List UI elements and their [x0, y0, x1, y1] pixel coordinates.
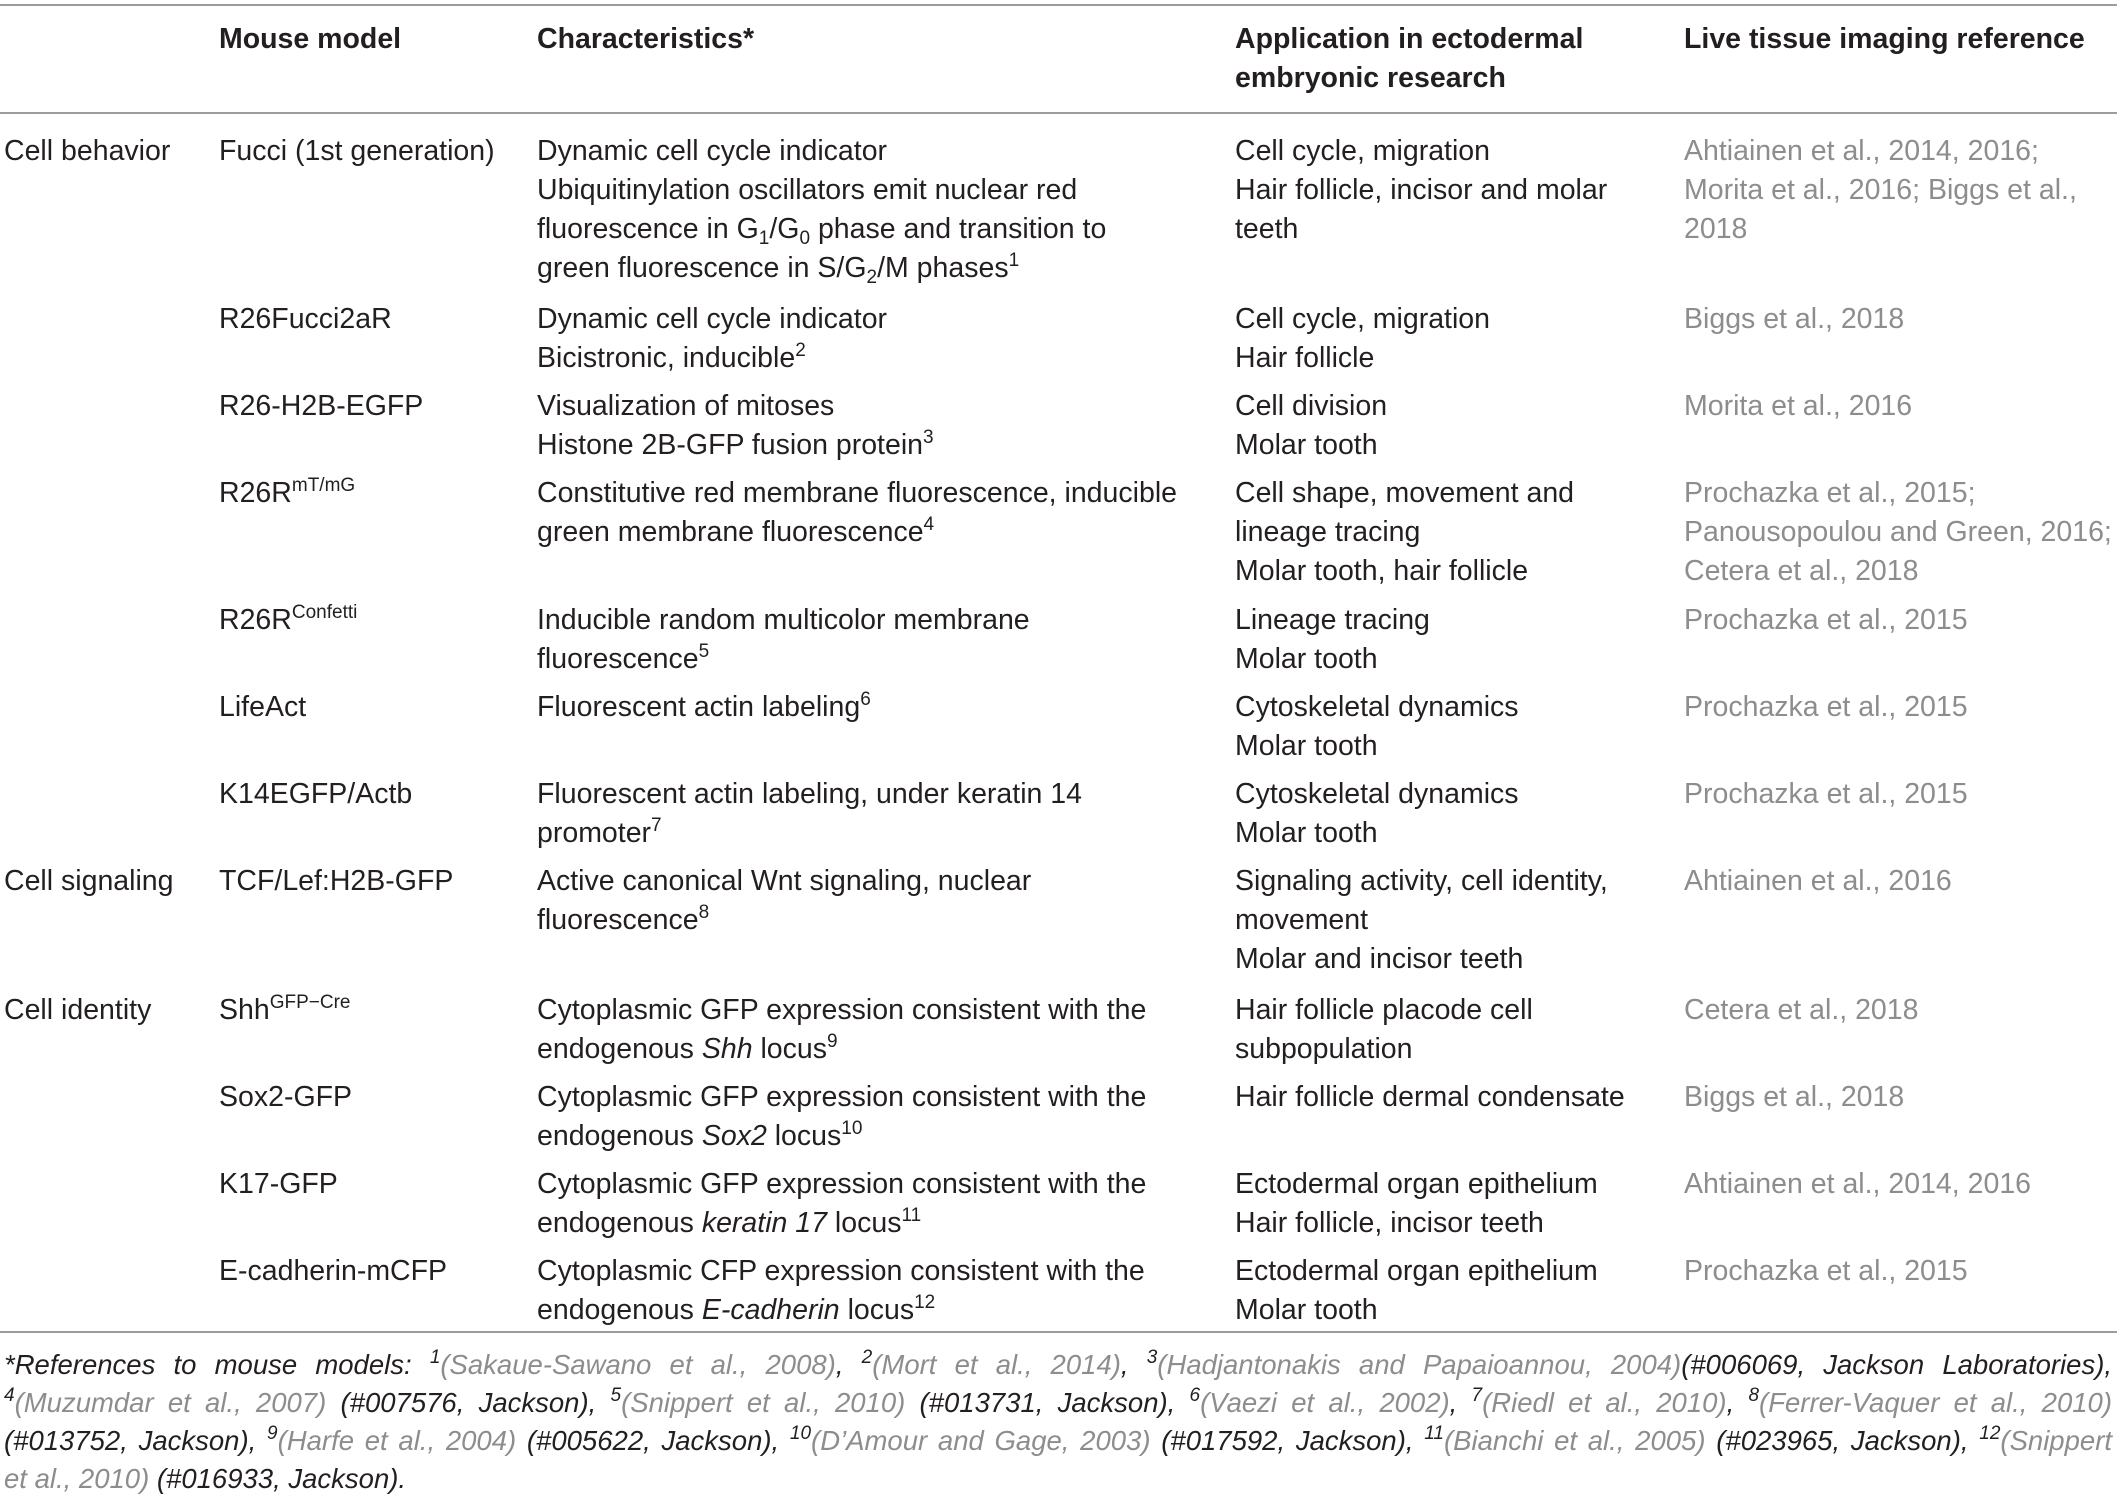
text-run: Shh	[701, 1033, 753, 1065]
script-text: 6	[1189, 1385, 1201, 1406]
reference-link[interactable]: Biggs et al., 2018	[1684, 303, 1905, 335]
header-characteristics: Characteristics*	[537, 23, 755, 55]
script-text: GFP−Cre	[269, 992, 351, 1013]
characteristics-line	[537, 1291, 1145, 1330]
characteristics-line	[537, 1030, 1146, 1069]
application-line: Cell division	[1235, 390, 1388, 422]
characteristics-line	[537, 814, 1082, 853]
characteristics-cell	[537, 601, 1030, 679]
script-text: 5	[698, 641, 710, 662]
text-run: endogenous	[537, 1120, 702, 1152]
script-text: 1	[429, 1347, 441, 1368]
application-line: Cell shape, movement and	[1235, 477, 1575, 509]
footnote-line	[4, 1460, 2112, 1498]
reference-link[interactable]: Ahtiainen et al., 2016	[1684, 865, 1952, 897]
application-line: subpopulation	[1235, 1033, 1413, 1065]
reference-link[interactable]: Ahtiainen et al., 2014, 2016	[1684, 1168, 2032, 1200]
characteristics-line	[537, 991, 1146, 1030]
text-run: locus	[839, 1294, 915, 1326]
application-cell	[1235, 688, 1519, 766]
application-cell	[1235, 991, 1533, 1069]
text-run: Cytoplasmic GFP expression consistent with the	[537, 1168, 1147, 1200]
application-line: Molar tooth	[1235, 730, 1378, 762]
text-run: promoter	[537, 817, 652, 849]
mouse-model-cell	[219, 1078, 352, 1117]
reference-link[interactable]: Biggs et al., 2018	[1684, 1081, 1905, 1113]
header-reference: Live tissue imaging reference	[1684, 23, 2085, 55]
text-run: Fucci (1st generation)	[219, 135, 495, 167]
text-run: fluorescence	[537, 904, 699, 936]
text-run: TCF/Lef:H2B-GFP	[219, 865, 454, 897]
reference-cell	[1684, 387, 1912, 426]
characteristics-line	[537, 132, 1106, 171]
characteristics-cell	[537, 688, 871, 727]
script-text: 11	[901, 1205, 922, 1226]
application-line: Molar tooth	[1235, 1294, 1378, 1326]
script-text: 3	[923, 427, 934, 448]
application-cell	[1235, 1252, 1598, 1330]
text-run: Histone 2B-GFP fusion protein	[537, 429, 924, 461]
characteristics-line	[537, 640, 1030, 679]
text-run: /G	[769, 213, 800, 245]
characteristics-line	[537, 688, 871, 727]
script-text: 12	[1979, 1423, 2001, 1444]
citation-link[interactable]: (Riedl et al., 2010)	[1482, 1387, 1727, 1418]
text-run: phase and transition to	[810, 213, 1107, 245]
application-cell	[1235, 387, 1387, 465]
application-cell	[1235, 1078, 1625, 1117]
characteristics-line	[537, 862, 1031, 901]
characteristics-line	[537, 1252, 1145, 1291]
footnote-line	[4, 1346, 2112, 1384]
text-run: (#013752, Jackson),	[4, 1425, 268, 1456]
reference-cell	[1684, 132, 2077, 249]
characteristics-cell	[537, 1078, 1146, 1156]
application-cell	[1235, 862, 1608, 979]
application-line: Molar and incisor teeth	[1235, 943, 1524, 975]
application-line: Cytoskeletal dynamics	[1235, 691, 1519, 723]
citation-link[interactable]: (Sakaue-Sawano et al., 2008)	[440, 1349, 836, 1380]
characteristics-cell	[537, 387, 934, 465]
text-run: E-cadherin-mCFP	[219, 1255, 448, 1287]
text-run: Visualization of mitoses	[537, 390, 835, 422]
application-line: Ectodermal organ epithelium	[1235, 1255, 1598, 1287]
script-text: 3	[1146, 1347, 1158, 1368]
script-text: 7	[651, 815, 662, 836]
characteristics-cell	[537, 132, 1106, 288]
script-text: 2	[866, 267, 878, 288]
application-line: Hair follicle, incisor and molar	[1235, 174, 1608, 206]
script-text: 9	[827, 1031, 838, 1052]
citation-link[interactable]: (Ferrer-Vaquer et al., 2010)	[1759, 1387, 2112, 1418]
text-run: Constitutive red membrane fluorescence, inducible	[537, 477, 1177, 509]
application-line: lineage tracing	[1235, 516, 1421, 548]
application-line: Molar tooth	[1235, 817, 1378, 849]
script-text: 1	[758, 228, 770, 249]
text-run: R26-H2B-EGFP	[219, 390, 424, 422]
characteristics-line	[537, 601, 1030, 640]
text-run: Inducible random multicolor membrane	[537, 604, 1030, 636]
application-cell	[1235, 300, 1490, 378]
footnote	[4, 1346, 2112, 1498]
reference-link[interactable]: Cetera et al., 2018	[1684, 555, 1919, 587]
application-line: Molar tooth, hair follicle	[1235, 555, 1529, 587]
reference-link[interactable]: Morita et al., 2016; Biggs et al.,	[1684, 174, 2077, 206]
text-run: ,	[1449, 1387, 1472, 1418]
text-run: Cytoplasmic GFP expression consistent with the	[537, 994, 1147, 1026]
characteristics-line	[537, 339, 887, 378]
reference-cell	[1684, 601, 1968, 640]
characteristics-line	[537, 171, 1106, 210]
text-run: Sox2-GFP	[219, 1081, 353, 1113]
text-run: (#005622, Jackson),	[516, 1425, 790, 1456]
script-text: 8	[698, 902, 710, 923]
reference-link[interactable]: Prochazka et al., 2015	[1684, 778, 1968, 810]
citation-link[interactable]: (Vaezi et al., 2002)	[1200, 1387, 1450, 1418]
application-line: Hair follicle	[1235, 342, 1375, 374]
text-run: Fluorescent actin labeling	[537, 691, 861, 723]
application-cell	[1235, 132, 1607, 249]
text-run: ,	[835, 1349, 862, 1380]
mouse-model-cell	[219, 1165, 338, 1204]
application-line: teeth	[1235, 213, 1299, 245]
characteristics-line	[537, 775, 1082, 814]
script-text: 7	[1471, 1385, 1483, 1406]
application-cell	[1235, 1165, 1598, 1243]
text-run: (#006069, Jackson Laboratories),	[1681, 1349, 2112, 1380]
text-run: locus	[827, 1207, 902, 1239]
header-mouse-model: Mouse model	[219, 23, 402, 55]
text-run: (#023965, Jackson),	[1705, 1425, 1980, 1456]
reference-cell	[1684, 775, 1968, 814]
mouse-model-cell	[219, 688, 306, 727]
characteristics-line	[537, 1117, 1146, 1156]
application-line: movement	[1235, 904, 1369, 936]
text-run: ,	[1726, 1387, 1749, 1418]
characteristics-line	[537, 387, 934, 426]
text-run: Shh	[219, 994, 270, 1026]
citation-link[interactable]: (Muzumdar et al., 2007)	[14, 1387, 327, 1418]
text-run: locus	[752, 1033, 827, 1065]
reference-link[interactable]: Prochazka et al., 2015;	[1684, 477, 1976, 509]
citation-link[interactable]: (Harfe et al., 2004)	[277, 1425, 517, 1456]
reference-link[interactable]: Prochazka et al., 2015	[1684, 691, 1968, 723]
script-text: 5	[610, 1385, 622, 1406]
text-run: green fluorescence in S/G	[537, 252, 867, 284]
text-run: R26R	[219, 477, 292, 509]
group-label: Cell behavior	[4, 135, 171, 167]
mouse-model-cell	[219, 991, 351, 1030]
script-text: 10	[841, 1118, 863, 1139]
text-run: LifeAct	[219, 691, 307, 723]
script-text: 4	[923, 514, 935, 535]
text-run: Ubiquitinylation oscillators emit nuclear red	[537, 174, 1078, 206]
bottom-rule	[0, 1331, 2117, 1333]
application-line: Hair follicle placode cell	[1235, 994, 1533, 1026]
citation-link[interactable]: (Snippert	[2000, 1425, 2112, 1456]
text-run: K14EGFP/Actb	[219, 778, 413, 810]
mouse-model-cell	[219, 300, 392, 339]
citation-link[interactable]: (Snippert et al., 2010)	[621, 1387, 906, 1418]
text-run: endogenous	[537, 1207, 702, 1239]
mouse-model-cell	[219, 474, 355, 513]
mouse-model-cell	[219, 862, 453, 901]
application-line: Molar tooth	[1235, 643, 1378, 675]
characteristics-line	[537, 1078, 1146, 1117]
reference-link[interactable]: Morita et al., 2016	[1684, 390, 1913, 422]
application-cell	[1235, 474, 1574, 591]
footnote-line	[4, 1422, 2112, 1460]
text-run: keratin 17	[701, 1207, 827, 1239]
reference-link[interactable]: Panousopoulou and Green, 2016;	[1684, 516, 2112, 548]
footnote-line	[4, 1384, 2112, 1422]
characteristics-line	[537, 300, 887, 339]
text-run: (#016933, Jackson).	[149, 1463, 407, 1494]
text-run: Cytoplasmic GFP expression consistent with the	[537, 1081, 1147, 1113]
header-application: Application in ectodermal embryonic research	[1235, 23, 1584, 94]
script-text: mT/mG	[291, 475, 356, 496]
reference-cell	[1684, 1165, 2031, 1204]
reference-link[interactable]: Cetera et al., 2018	[1684, 994, 1919, 1026]
mouse-model-cell	[219, 132, 495, 171]
characteristics-line	[537, 426, 934, 465]
text-run: endogenous	[537, 1033, 702, 1065]
citation-link[interactable]: (Mort et al., 2014)	[872, 1349, 1121, 1380]
application-cell	[1235, 775, 1519, 853]
application-line: Lineage tracing	[1235, 604, 1430, 636]
text-run: (#013731, Jackson),	[905, 1387, 1190, 1418]
text-run: fluorescence	[537, 643, 699, 675]
text-run: E-cadherin	[701, 1294, 840, 1326]
text-run: R26R	[219, 604, 292, 636]
script-text: 8	[1748, 1385, 1760, 1406]
characteristics-line	[537, 474, 1177, 513]
text-run: Dynamic cell cycle indicator	[537, 303, 888, 335]
reference-cell	[1684, 862, 1952, 901]
characteristics-line	[537, 513, 1177, 552]
characteristics-line	[537, 210, 1106, 249]
reference-cell	[1684, 688, 1968, 727]
mouse-model-cell	[219, 1252, 447, 1291]
text-run: Dynamic cell cycle indicator	[537, 135, 888, 167]
reference-cell	[1684, 991, 1919, 1030]
characteristics-line	[537, 1204, 1146, 1243]
script-text: 2	[795, 340, 806, 361]
reference-link[interactable]: 2018	[1684, 213, 1748, 245]
reference-cell	[1684, 1078, 1904, 1117]
text-run: /M phases	[877, 252, 1009, 284]
characteristics-cell	[537, 474, 1177, 552]
group-label: Cell identity	[4, 994, 152, 1026]
application-line: Molar tooth	[1235, 429, 1378, 461]
characteristics-cell	[537, 991, 1146, 1069]
top-rule	[0, 4, 2117, 6]
citation-link[interactable]: (D’Amour and Gage, 2003)	[811, 1425, 1151, 1456]
characteristics-line	[537, 249, 1106, 288]
group-label: Cell signaling	[4, 865, 174, 897]
characteristics-cell	[537, 300, 887, 378]
text-run: Bicistronic, inducible	[537, 342, 796, 374]
script-text: Confetti	[291, 602, 358, 623]
reference-link[interactable]: Prochazka et al., 2015	[1684, 604, 1968, 636]
characteristics-cell	[537, 775, 1082, 853]
characteristics-cell	[537, 862, 1031, 940]
text-run: Sox2	[701, 1120, 767, 1152]
text-run: (#007576, Jackson),	[326, 1387, 611, 1418]
reference-link[interactable]: Ahtiainen et al., 2014, 2016;	[1684, 135, 2039, 167]
application-line: Cell cycle, migration	[1235, 135, 1490, 167]
text-run: fluorescence in G	[537, 213, 759, 245]
text-run: R26Fucci2aR	[219, 303, 392, 335]
text-run: K17-GFP	[219, 1168, 338, 1200]
script-text: 6	[860, 689, 871, 710]
application-line: Cell cycle, migration	[1235, 303, 1490, 335]
text-run: ,	[1120, 1349, 1147, 1380]
application-line: Hair follicle, incisor teeth	[1235, 1207, 1544, 1239]
script-text: 12	[914, 1292, 936, 1313]
mouse-model-cell	[219, 601, 357, 640]
reference-link[interactable]: Prochazka et al., 2015	[1684, 1255, 1968, 1287]
application-cell	[1235, 601, 1430, 679]
citation-link[interactable]: (Hadjantonakis and Papaioannou, 2004)	[1157, 1349, 1682, 1380]
reference-cell	[1684, 300, 1904, 339]
characteristics-line	[537, 1165, 1146, 1204]
characteristics-cell	[537, 1165, 1146, 1243]
text-run: (#017592, Jackson),	[1150, 1425, 1425, 1456]
text-run: *References to mouse models:	[4, 1349, 430, 1380]
text-run: Cytoplasmic CFP expression consistent with the	[537, 1255, 1145, 1287]
application-line: Hair follicle dermal condensate	[1235, 1081, 1625, 1113]
header-rule	[0, 112, 2117, 114]
script-text: 4	[4, 1385, 15, 1406]
text-run: Fluorescent actin labeling, under keratin 14	[537, 778, 1082, 810]
script-text: 2	[861, 1347, 873, 1368]
mouse-model-cell	[219, 387, 423, 426]
reference-cell	[1684, 1252, 1968, 1291]
application-line: Cytoskeletal dynamics	[1235, 778, 1519, 810]
citation-link[interactable]: et al., 2010)	[4, 1463, 150, 1494]
script-text: 9	[267, 1423, 278, 1444]
mouse-model-cell	[219, 775, 412, 814]
script-text: 1	[1008, 250, 1020, 271]
characteristics-cell	[537, 1252, 1145, 1330]
text-run: green membrane fluorescence	[537, 516, 924, 548]
citation-link[interactable]: (Bianchi et al., 2005)	[1444, 1425, 1706, 1456]
text-run: Active canonical Wnt signaling, nuclear	[537, 865, 1032, 897]
reference-cell	[1684, 474, 2112, 591]
application-line: Signaling activity, cell identity,	[1235, 865, 1608, 897]
text-run: endogenous	[537, 1294, 702, 1326]
text-run: locus	[766, 1120, 842, 1152]
script-text: 0	[799, 228, 811, 249]
application-line: Ectodermal organ epithelium	[1235, 1168, 1598, 1200]
characteristics-line	[537, 901, 1031, 940]
script-text: 10	[789, 1423, 812, 1444]
script-text: 11	[1424, 1423, 1444, 1444]
